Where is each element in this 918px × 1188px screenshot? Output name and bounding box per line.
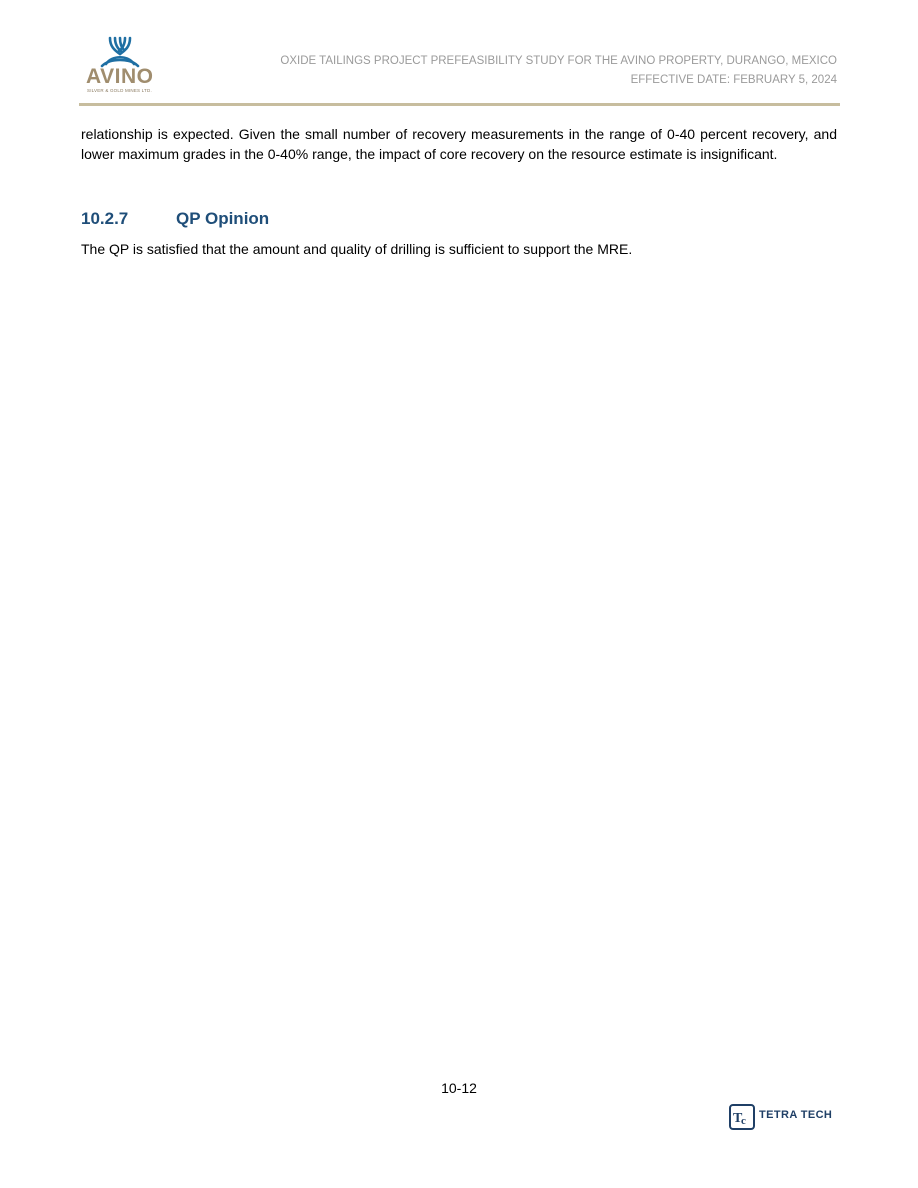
header-effective-date: EFFECTIVE DATE: FEBRUARY 5, 2024 [630, 74, 837, 86]
section-heading [81, 208, 269, 230]
section-number: 10.2.7 [81, 209, 129, 228]
body-paragraph: relationship is expected. Given the small number of recovery measurements in the range of 0-40 percent recovery, and lower maximum grades in the 0-40% range, the impact of core recovery on the resource estimate is insignificant. [81, 126, 837, 162]
section-title: QP Opinion [176, 209, 270, 228]
svg-text:c: c [741, 1115, 746, 1127]
svg-text:T: T [733, 1111, 743, 1126]
header-divider [79, 103, 840, 106]
header-title: OXIDE TAILINGS PROJECT PREFEASIBILITY STUDY FOR THE AVINO PROPERTY, DURANGO, MEXICO [280, 55, 837, 67]
avino-logo-subtitle: SILVER & GOLD MINES LTD. [87, 88, 152, 93]
document-header [280, 52, 837, 90]
avino-logo-word: AVINO [86, 65, 154, 88]
tetra-tech-logo-word: TETRA TECH [759, 1109, 833, 1121]
body-paragraph-qp: The QP is satisfied that the amount and quality of drilling is sufficient to support the MRE. [81, 241, 633, 257]
page-number: 10-12 [441, 1080, 477, 1096]
tetra-tech-logo-icon [729, 1104, 755, 1130]
